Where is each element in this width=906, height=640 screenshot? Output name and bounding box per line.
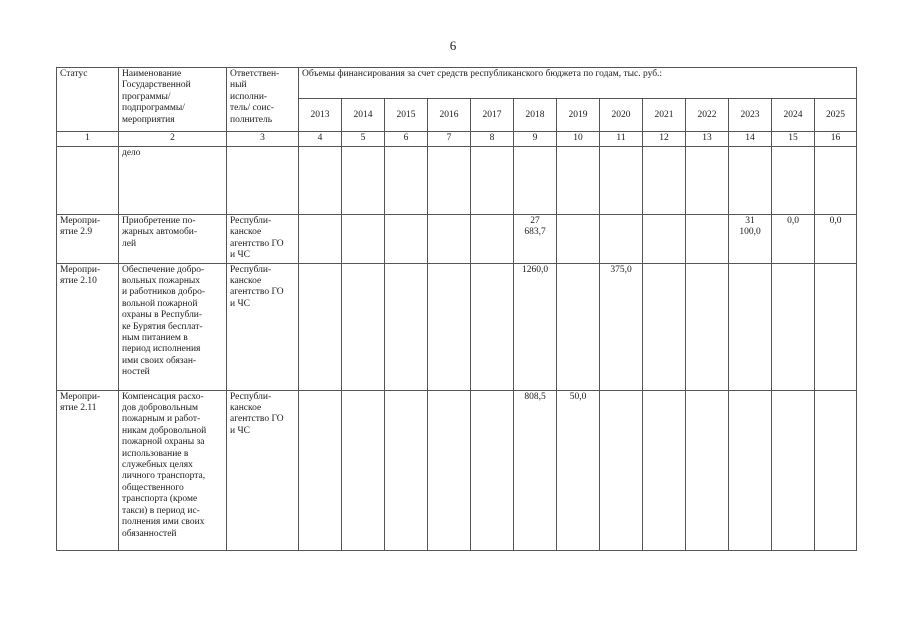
row-value-2024: 0,0 bbox=[772, 215, 815, 264]
header-year-2024: 2024 bbox=[772, 99, 815, 132]
header-year-2022: 2022 bbox=[686, 99, 729, 132]
column-number: 2 bbox=[119, 132, 227, 147]
row-value-2022 bbox=[686, 215, 729, 264]
row-name: Обеспечение добро- вольных пожарных и работников добро- вольной пожарной охраны в Республи- ке Бурятия бесплат- ным питанием в период исполнения ими своих обязан- ностей bbox=[119, 263, 227, 390]
column-number: 5 bbox=[342, 132, 385, 147]
column-number: 9 bbox=[514, 132, 557, 147]
row-value-2025 bbox=[815, 390, 857, 550]
row-value-2020 bbox=[600, 215, 643, 264]
row-responsible: Республи- канское агентство ГО и ЧС bbox=[227, 390, 299, 550]
row-value-2022 bbox=[686, 390, 729, 550]
header-year-2025: 2025 bbox=[815, 99, 857, 132]
row-responsible: Республи- канское агентство ГО и ЧС bbox=[227, 215, 299, 264]
column-number: 7 bbox=[428, 132, 471, 147]
header-row-top bbox=[57, 68, 857, 99]
row-value-2014 bbox=[342, 390, 385, 550]
header-year-2021: 2021 bbox=[643, 99, 686, 132]
row-value-2017 bbox=[471, 215, 514, 264]
row-value-2015 bbox=[385, 390, 428, 550]
row-value-2018: 1260,0 bbox=[514, 263, 557, 390]
column-number: 12 bbox=[643, 132, 686, 147]
row-value-2021 bbox=[643, 215, 686, 264]
header-year-2015: 2015 bbox=[385, 99, 428, 132]
header-year-2016: 2016 bbox=[428, 99, 471, 132]
column-number: 3 bbox=[227, 132, 299, 147]
row-value-2013 bbox=[299, 263, 342, 390]
header-year-2019: 2019 bbox=[557, 99, 600, 132]
header-year-2018: 2018 bbox=[514, 99, 557, 132]
row-value-2025: 0,0 bbox=[815, 215, 857, 264]
header-year-2023: 2023 bbox=[729, 99, 772, 132]
row-value-2015 bbox=[385, 215, 428, 264]
row-value-2020: 375,0 bbox=[600, 263, 643, 390]
header-year-2014: 2014 bbox=[342, 99, 385, 132]
header-year-2013: 2013 bbox=[299, 99, 342, 132]
row-value-2023 bbox=[729, 390, 772, 550]
row-value-2019 bbox=[557, 215, 600, 264]
row-status bbox=[57, 147, 119, 215]
table-row bbox=[57, 215, 857, 264]
row-name: Приобретение по- жарных автомоби- лей bbox=[119, 215, 227, 264]
row-value-2025 bbox=[815, 263, 857, 390]
row-responsible: Республи- канское агентство ГО и ЧС bbox=[227, 263, 299, 390]
column-number: 4 bbox=[299, 132, 342, 147]
funding-table bbox=[56, 67, 857, 551]
row-value-2025 bbox=[815, 147, 857, 215]
header-year-2017: 2017 bbox=[471, 99, 514, 132]
header-name: Наименование Государственной программы/ подпрограммы/ мероприятия bbox=[119, 68, 227, 132]
header-year-2020: 2020 bbox=[600, 99, 643, 132]
row-value-2017 bbox=[471, 147, 514, 215]
row-value-2024 bbox=[772, 147, 815, 215]
column-number: 11 bbox=[600, 132, 643, 147]
row-value-2013 bbox=[299, 215, 342, 264]
row-value-2018: 27 683,7 bbox=[514, 215, 557, 264]
column-number: 1 bbox=[57, 132, 119, 147]
row-value-2020 bbox=[600, 390, 643, 550]
row-value-2013 bbox=[299, 390, 342, 550]
table-body bbox=[57, 147, 857, 551]
column-number: 10 bbox=[557, 132, 600, 147]
row-value-2024 bbox=[772, 390, 815, 550]
table-row bbox=[57, 263, 857, 390]
row-value-2015 bbox=[385, 263, 428, 390]
row-value-2021 bbox=[643, 263, 686, 390]
row-value-2016 bbox=[428, 147, 471, 215]
column-number: 8 bbox=[471, 132, 514, 147]
row-status: Меропри- ятие 2.11 bbox=[57, 390, 119, 550]
column-number-row bbox=[57, 132, 857, 147]
row-value-2018: 808,5 bbox=[514, 390, 557, 550]
column-number: 13 bbox=[686, 132, 729, 147]
page-number: 6 bbox=[449, 38, 457, 53]
column-number: 6 bbox=[385, 132, 428, 147]
row-value-2014 bbox=[342, 215, 385, 264]
row-value-2019: 50,0 bbox=[557, 390, 600, 550]
row-value-2014 bbox=[342, 147, 385, 215]
row-value-2022 bbox=[686, 147, 729, 215]
row-value-2015 bbox=[385, 147, 428, 215]
row-value-2016 bbox=[428, 215, 471, 264]
table-row bbox=[57, 147, 857, 215]
row-value-2017 bbox=[471, 390, 514, 550]
row-name: Компенсация расхо- дов добровольным пожарным и работ- никам добровольной пожарной охраны за использование в служебных целях личного транспорта, общественного транспорта (кроме такси) в период ис- полнения ими своих обязанностей bbox=[119, 390, 227, 550]
row-value-2020 bbox=[600, 147, 643, 215]
row-responsible bbox=[227, 147, 299, 215]
header-status: Статус bbox=[57, 68, 119, 132]
header-funding: Объемы финансирования за счет средств республиканского бюджета по годам, тыс. руб.: bbox=[299, 68, 857, 99]
row-status: Меропри- ятие 2.10 bbox=[57, 263, 119, 390]
row-value-2018 bbox=[514, 147, 557, 215]
row-value-2021 bbox=[643, 147, 686, 215]
row-value-2017 bbox=[471, 263, 514, 390]
row-status: Меропри- ятие 2.9 bbox=[57, 215, 119, 264]
column-number: 14 bbox=[729, 132, 772, 147]
header-responsible: Ответствен- ный исполни- тель/ соис- полнитель bbox=[227, 68, 299, 132]
row-value-2013 bbox=[299, 147, 342, 215]
row-value-2014 bbox=[342, 263, 385, 390]
row-value-2021 bbox=[643, 390, 686, 550]
row-value-2023 bbox=[729, 147, 772, 215]
table-row bbox=[57, 390, 857, 550]
column-number: 16 bbox=[815, 132, 857, 147]
row-value-2019 bbox=[557, 263, 600, 390]
row-value-2016 bbox=[428, 390, 471, 550]
row-value-2023: 31 100,0 bbox=[729, 215, 772, 264]
row-value-2016 bbox=[428, 263, 471, 390]
row-value-2022 bbox=[686, 263, 729, 390]
row-value-2019 bbox=[557, 147, 600, 215]
column-number: 15 bbox=[772, 132, 815, 147]
row-value-2024 bbox=[772, 263, 815, 390]
row-value-2023 bbox=[729, 263, 772, 390]
row-name: дело bbox=[119, 147, 227, 215]
